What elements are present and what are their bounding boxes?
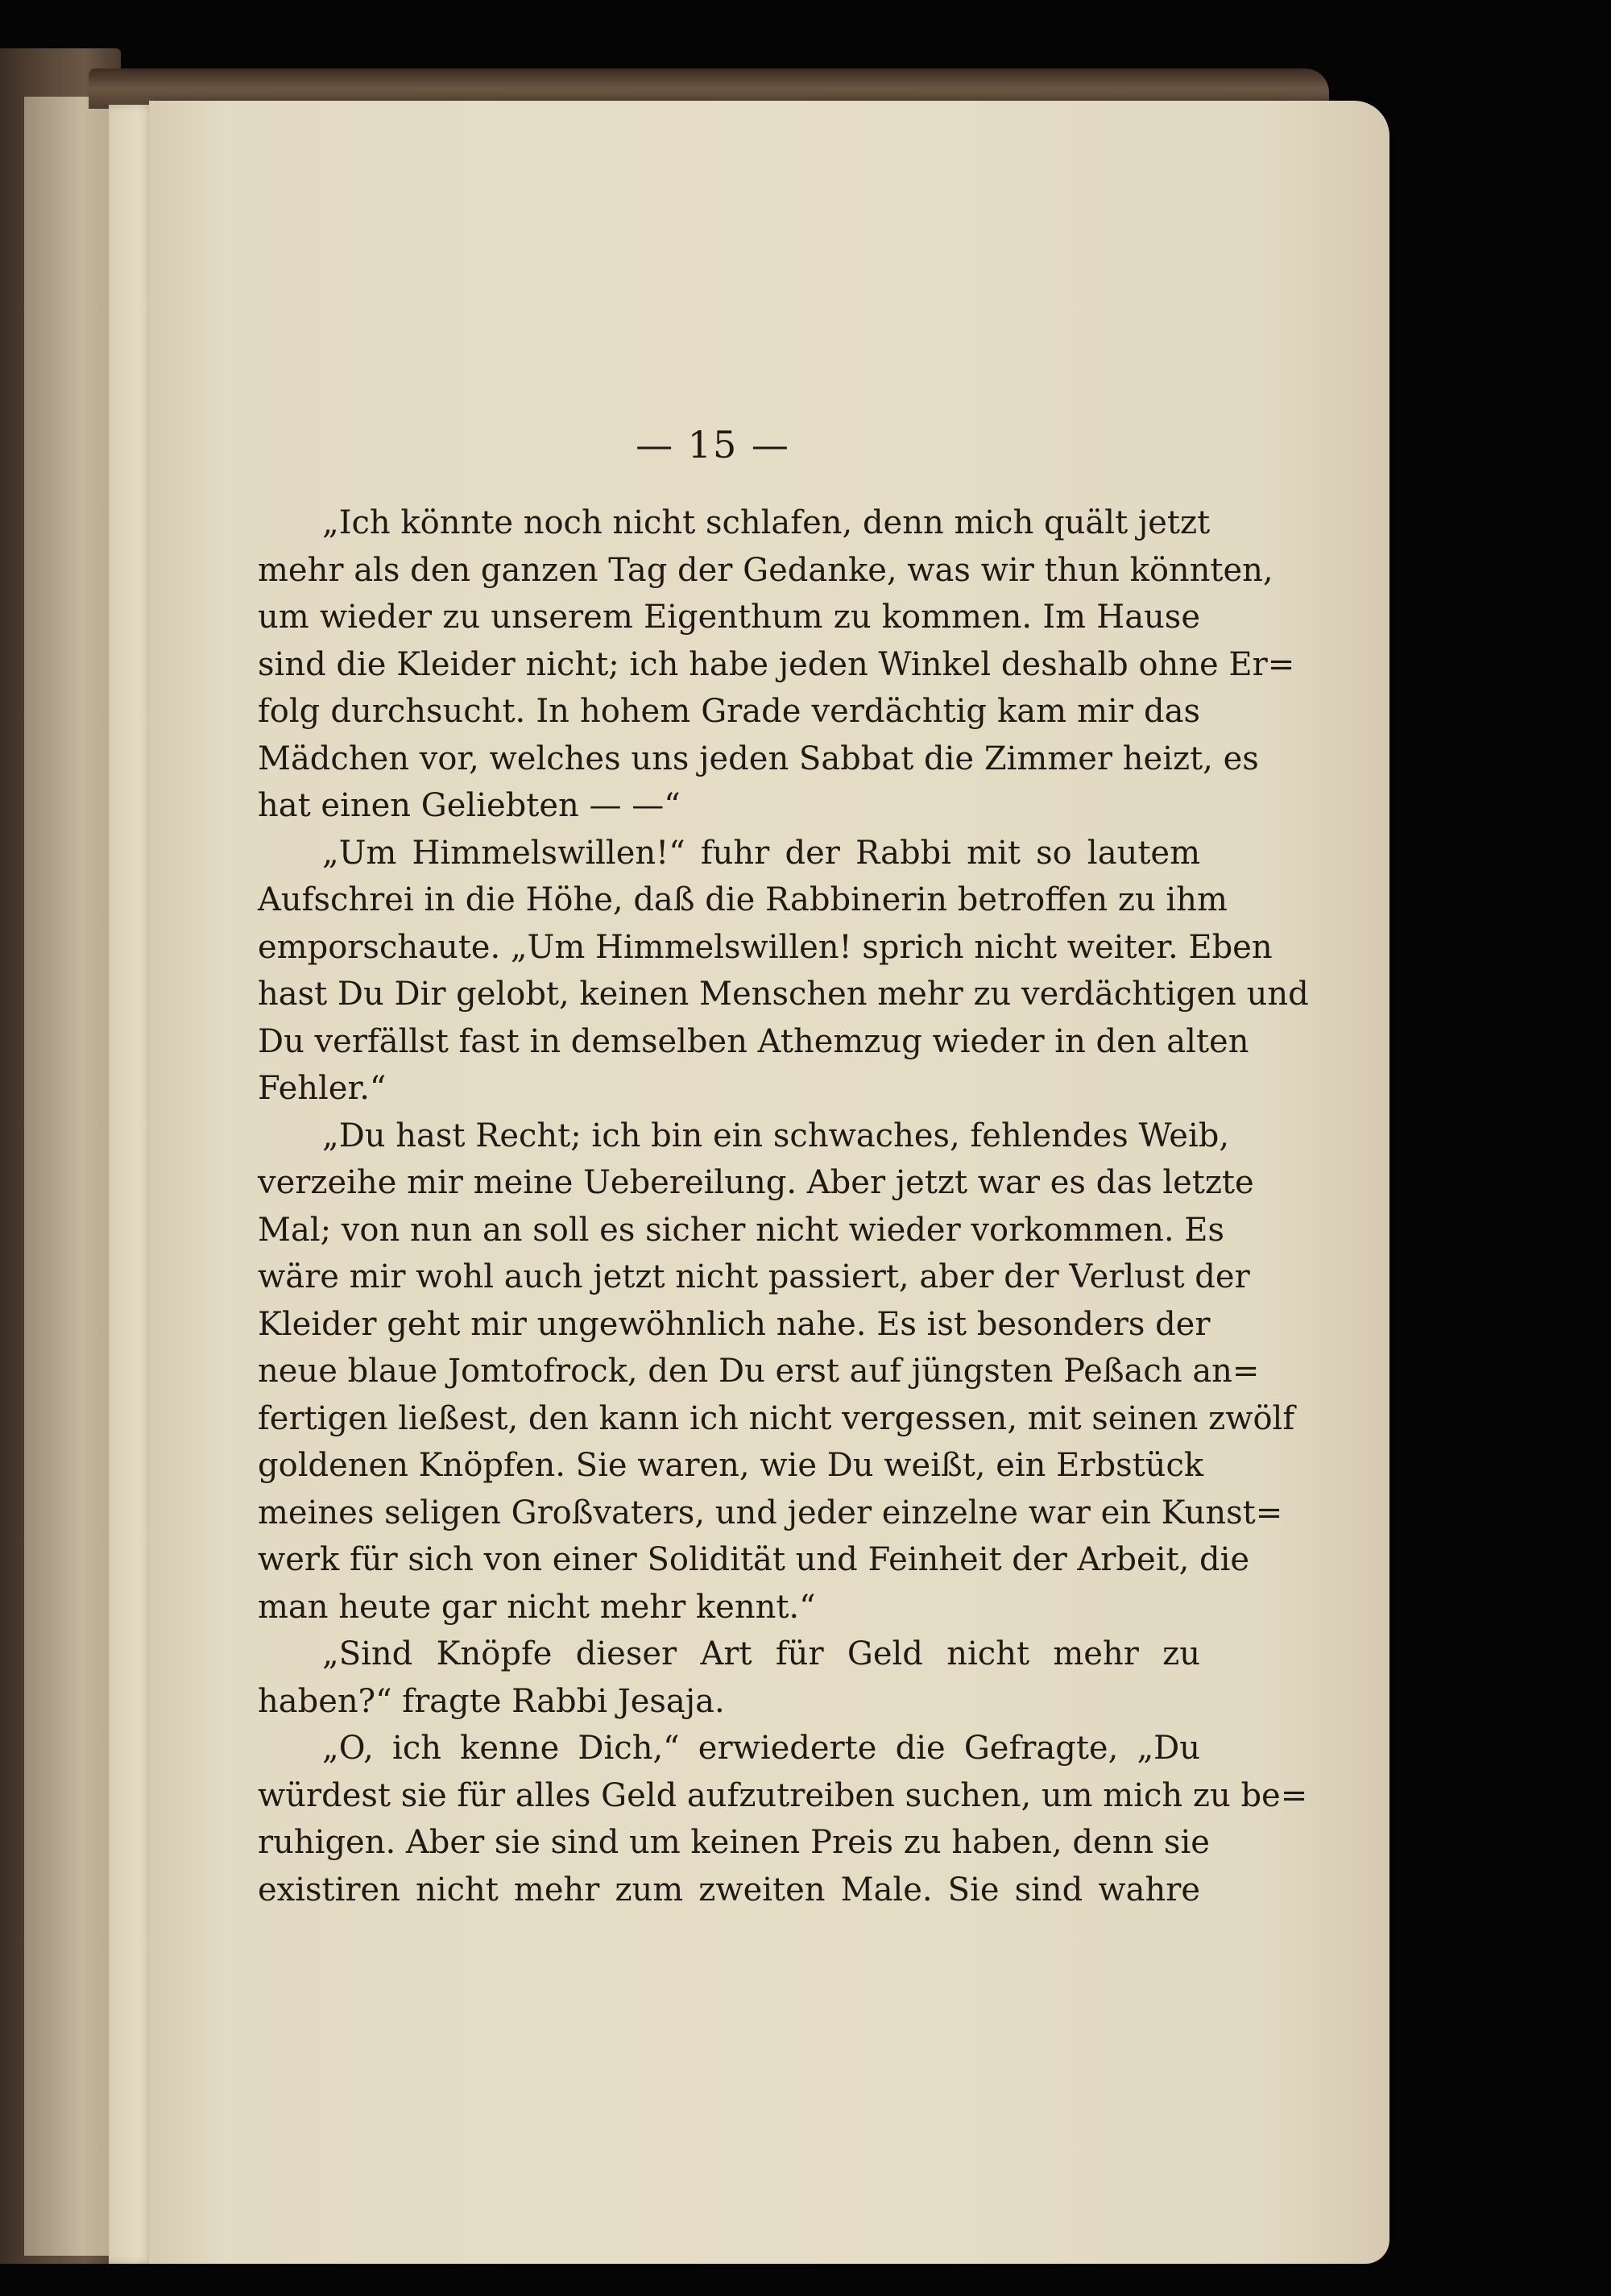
left-page-edge: [24, 97, 121, 2256]
text-line: werk für sich von einer Solidität und Feinheit der Arbeit, die: [258, 1541, 1250, 1578]
text-line: existiren nicht mehr zum zweiten Male. Sie sind wahre: [258, 1871, 1200, 1908]
text-line: Aufschrei in die Höhe, daß die Rabbinerin betroffen zu ihm: [258, 881, 1228, 918]
page-number: — 15 —: [636, 423, 790, 466]
text-line: „O, ich kenne Dich,“ erwiederte die Gefragte, „Du: [322, 1730, 1200, 1767]
text-line: verzeihe mir meine Uebereilung. Aber jetzt war es das letzte: [258, 1164, 1254, 1201]
text-line: wäre mir wohl auch jetzt nicht passiert, aber der Verlust der: [258, 1258, 1250, 1295]
text-line: sind die Kleider nicht; ich habe jeden Winkel deshalb ohne Er=: [258, 645, 1295, 683]
text-line: haben?“ fragte Rabbi Jesaja.: [258, 1682, 725, 1720]
text-line: emporschaute. „Um Himmelswillen! sprich nicht weiter. Eben: [258, 928, 1273, 966]
text-line: um wieder zu unserem Eigenthum zu kommen. Im Hause: [258, 599, 1200, 636]
text-line: hat einen Geliebten — —“: [258, 787, 681, 824]
page-text: [258, 499, 1309, 1913]
text-line: mehr als den ganzen Tag der Gedanke, was wir thun könnten,: [258, 551, 1273, 589]
text-line: fertigen ließest, den kann ich nicht vergessen, mit seinen zwölf: [258, 1399, 1295, 1437]
text-line: Mädchen vor, welches uns jeden Sabbat die Zimmer heizt, es: [258, 740, 1259, 777]
text-line: würdest sie für alles Geld aufzutreiben suchen, um mich zu be=: [258, 1776, 1308, 1814]
text-line: neue blaue Jomtofrock, den Du erst auf jüngsten Peßach an=: [258, 1353, 1260, 1390]
text-line: Du verfällst fast in demselben Athemzug wieder in den alten: [258, 1022, 1249, 1060]
text-line: „Um Himmelswillen!“ fuhr der Rabbi mit so lautem: [322, 834, 1200, 872]
book-page: [149, 101, 1389, 2264]
text-line: ruhigen. Aber sie sind um keinen Preis zu haben, denn sie: [258, 1824, 1210, 1861]
text-line: „Du hast Recht; ich bin ein schwaches, fehlendes Weib,: [322, 1117, 1230, 1154]
text-line: goldenen Knöpfen. Sie waren, wie Du weißt, ein Erbstück: [258, 1447, 1204, 1484]
text-line: „Ich könnte noch nicht schlafen, denn mich quält jetzt: [322, 504, 1211, 541]
text-line: meines seligen Großvaters, und jeder einzelne war ein Kunst=: [258, 1494, 1283, 1531]
text-line: hast Du Dir gelobt, keinen Menschen mehr zu verdächtigen und: [258, 976, 1309, 1013]
text-line: „Sind Knöpfe dieser Art für Geld nicht mehr zu: [322, 1635, 1200, 1672]
text-line: Mal; von nun an soll es sicher nicht wieder vorkommen. Es: [258, 1211, 1224, 1249]
text-line: Fehler.“: [258, 1070, 387, 1107]
text-line: folg durchsucht. In hohem Grade verdächtig kam mir das: [258, 693, 1200, 730]
text-line: man heute gar nicht mehr kennt.“: [258, 1588, 816, 1626]
text-line: Kleider geht mir ungewöhnlich nahe. Es ist besonders der: [258, 1305, 1211, 1343]
